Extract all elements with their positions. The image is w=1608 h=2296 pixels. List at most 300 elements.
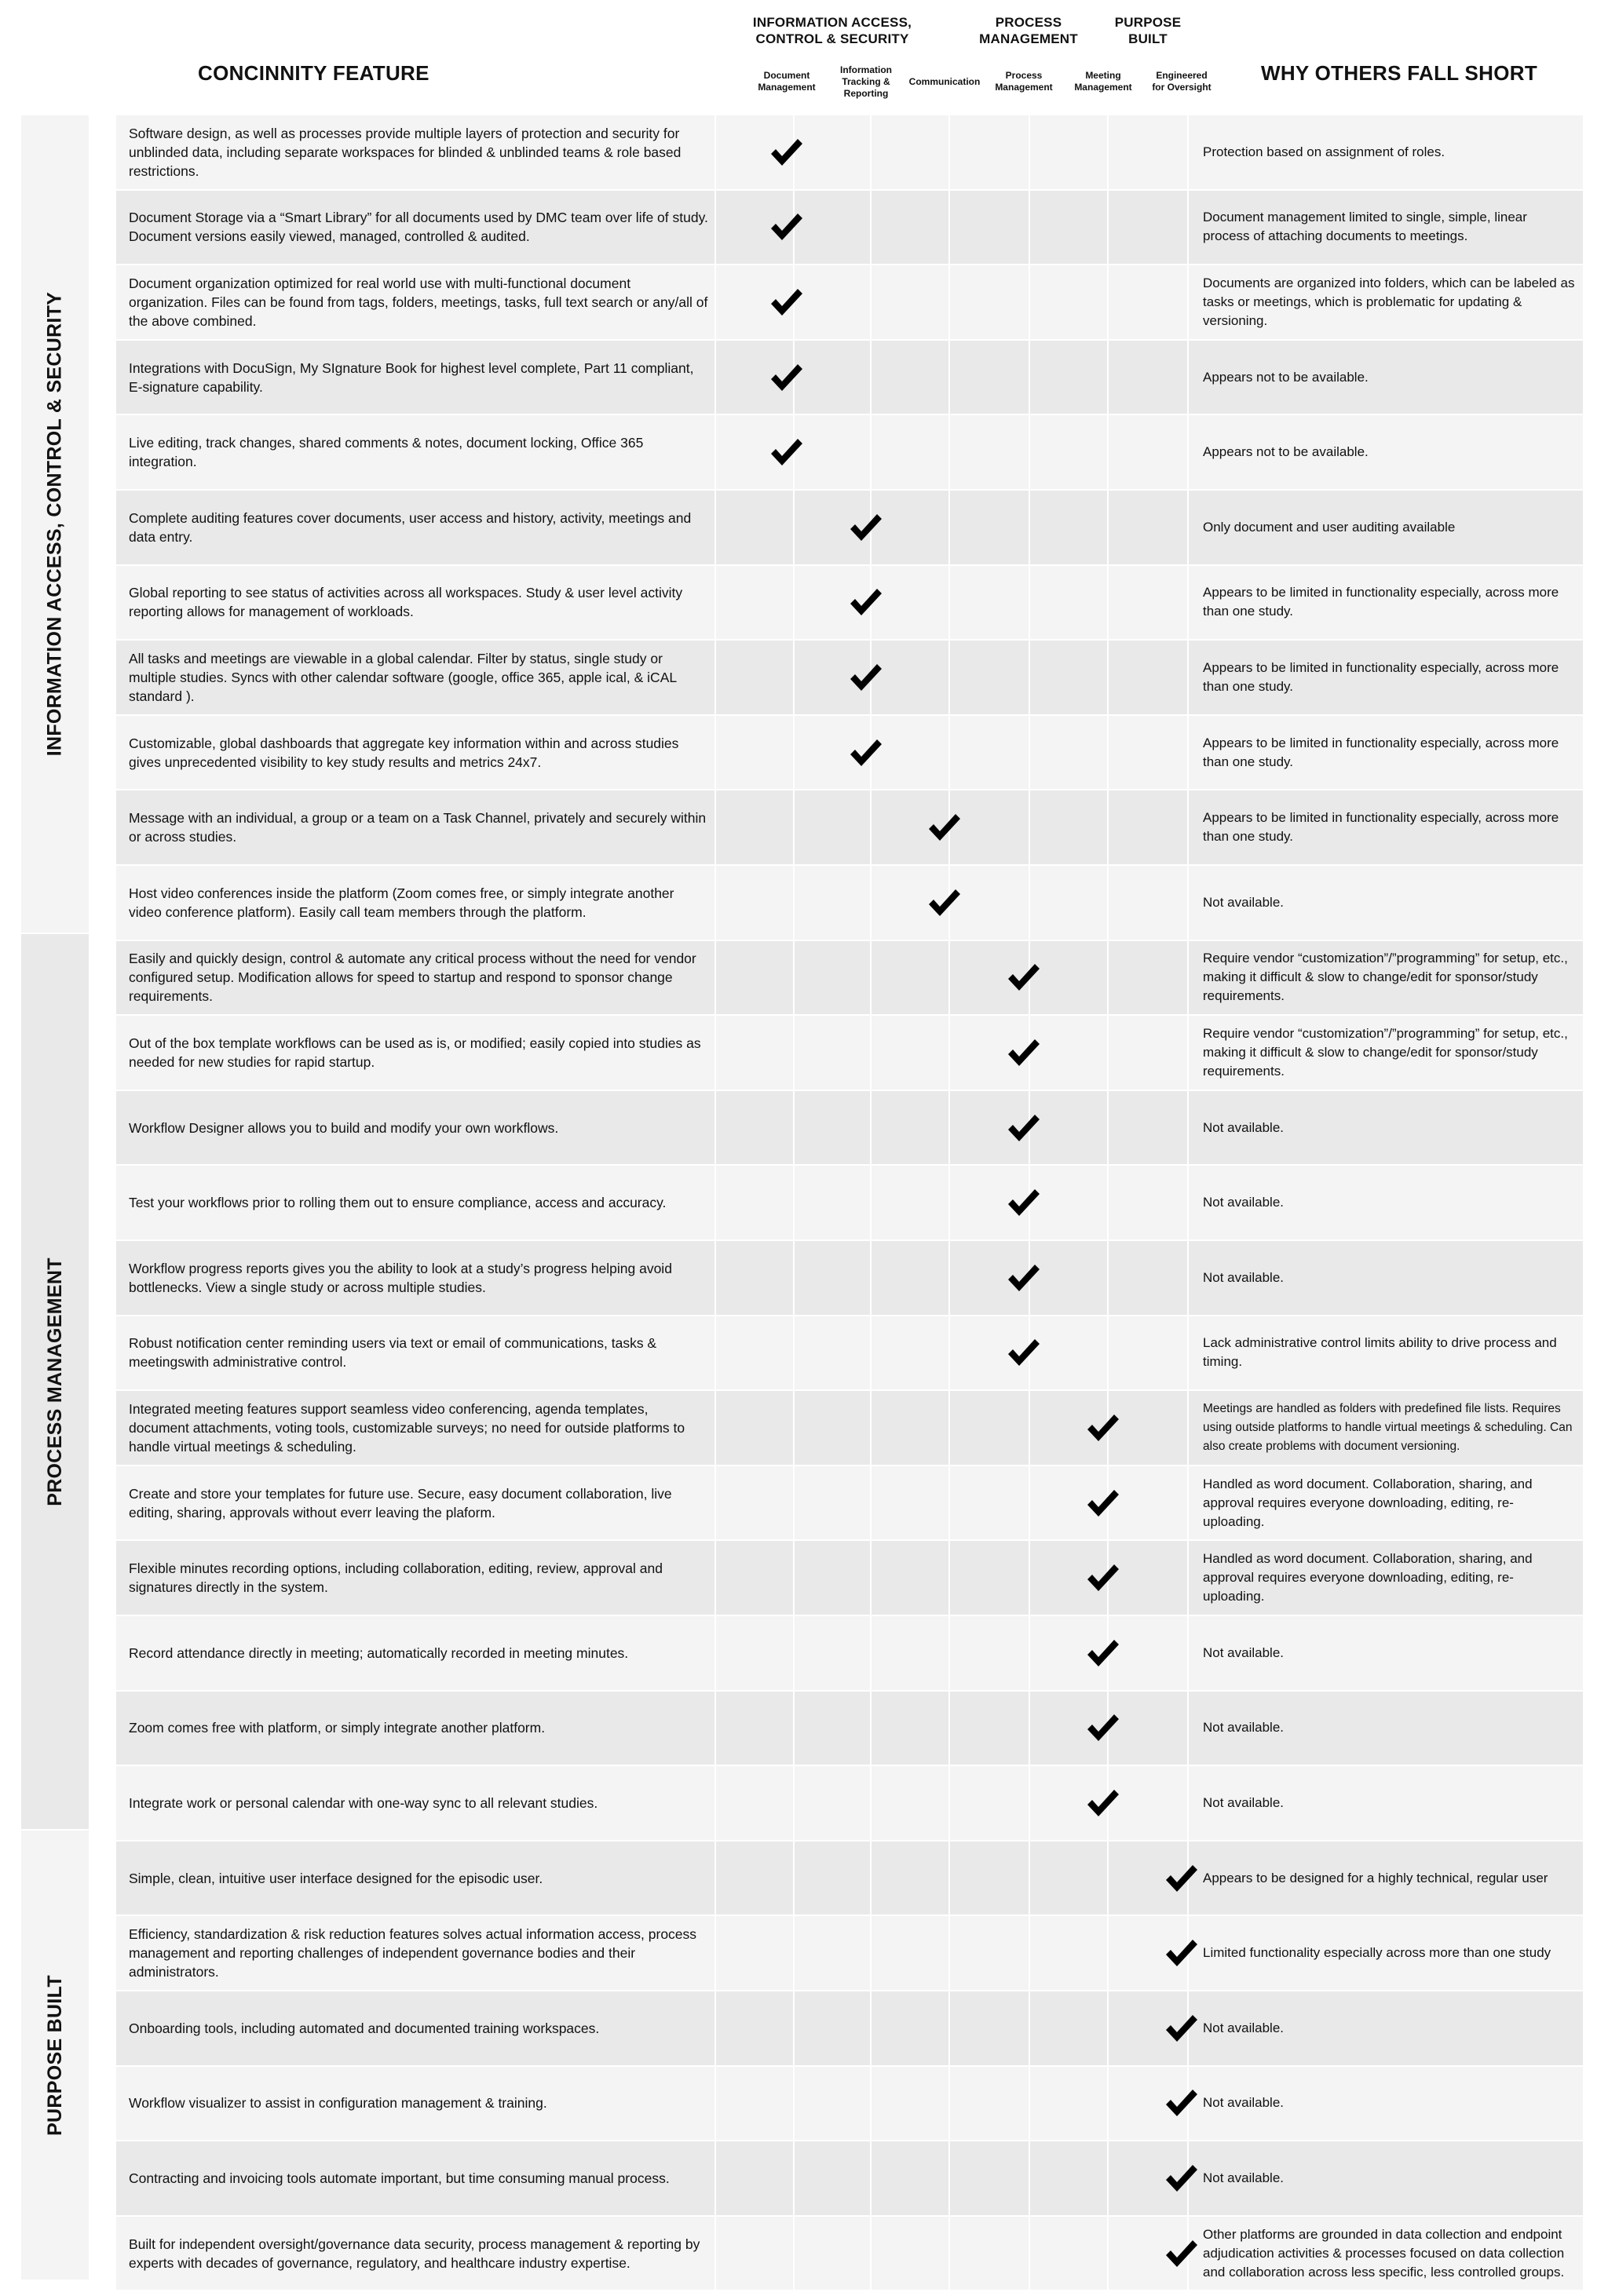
column-divider	[870, 1391, 872, 1465]
why-others-fall-short-text: Meetings are handled as folders with predefined file lists. Requires using outside platforms to handle virtual meetings & scheduling. Can also create problems with document versioning.	[1203, 1401, 1573, 1453]
check-icon	[1085, 1562, 1121, 1593]
feature-text: Onboarding tools, including automated and documented training workspaces.	[129, 2020, 600, 2036]
column-header-line: Process	[1005, 70, 1043, 81]
column-header-5	[1141, 60, 1222, 104]
column-divider	[793, 866, 795, 940]
column-divider	[948, 1842, 950, 1915]
feature-text: Record attendance directly in meeting; automatically recorded in meeting minutes.	[129, 1644, 629, 1661]
column-divider	[714, 1616, 716, 1690]
feature-text: Integrations with DocuSign, My SIgnature Book for highest level complete, Part 11 compliant, E-signature capability.	[129, 360, 694, 395]
column-divider	[1187, 115, 1189, 189]
header-group-information-access	[714, 14, 950, 47]
column-divider	[948, 1091, 950, 1165]
column-divider	[870, 1916, 872, 1990]
column-divider	[1029, 1616, 1030, 1690]
column-divider	[1187, 1766, 1189, 1840]
table-row	[116, 1916, 1583, 1990]
why-others-fall-short-text: Document management limited to single, simple, linear process of attaching documents to meetings.	[1203, 210, 1527, 244]
column-divider	[793, 1541, 795, 1615]
column-divider	[948, 1916, 950, 1990]
check-icon	[1085, 1637, 1121, 1669]
feature-text: Built for independent oversight/governance data security, process management & reporting by experts with decades of governance, regulatory, and healthcare industry expertise.	[129, 2236, 700, 2271]
column-divider	[870, 790, 872, 864]
table-row	[116, 2141, 1583, 2215]
column-header-4	[1062, 60, 1144, 104]
column-divider	[714, 1391, 716, 1465]
column-divider	[714, 191, 716, 265]
feature-text: Zoom comes free with platform, or simply integrate another platform.	[129, 1720, 546, 1736]
column-divider	[793, 1391, 795, 1465]
why-others-fall-short-text: Appears to be limited in functionality especially, across more than one study.	[1203, 659, 1559, 694]
table-row	[116, 1166, 1583, 1239]
column-divider	[1187, 1316, 1189, 1390]
column-header-line: Tracking &	[842, 75, 890, 87]
column-divider	[1187, 341, 1189, 414]
column-divider	[793, 941, 795, 1015]
why-others-fall-short-text: Appears to be limited in functionality especially, across more than one study.	[1203, 735, 1559, 769]
feature-text: Workflow Designer allows you to build and modify your own workflows.	[129, 1119, 559, 1136]
column-divider	[1107, 1916, 1109, 1990]
column-divider	[1029, 1991, 1030, 2065]
column-divider	[1107, 941, 1109, 1015]
column-divider	[870, 941, 872, 1015]
column-divider	[1107, 1991, 1109, 2065]
why-others-fall-short-text: Not available.	[1203, 1794, 1285, 1810]
column-divider	[793, 1466, 795, 1540]
why-others-fall-short-text: Appears to be limited in functionality especially, across more than one study.	[1203, 585, 1559, 619]
feature-text: Flexible minutes recording options, including collaboration, editing, review, approval and signatures directly in the system.	[129, 1560, 663, 1596]
column-divider	[714, 1991, 716, 2065]
column-divider	[1029, 341, 1030, 414]
table-row	[116, 265, 1583, 339]
table-row	[116, 1616, 1583, 1690]
column-divider	[948, 641, 950, 714]
column-divider	[870, 191, 872, 265]
column-divider	[1029, 1916, 1030, 1990]
column-divider	[793, 1692, 795, 1765]
why-others-fall-short-text: Not available.	[1203, 1644, 1285, 1660]
table-row	[116, 790, 1583, 864]
feature-column-title: CONCINNITY FEATURE	[198, 61, 429, 85]
check-icon	[1006, 962, 1042, 993]
feature-text: Document organization optimized for real world use with multi-functional document organization. Files can be found from tags, folders, meetings, tasks, full text search or any/all of the above combined.	[129, 275, 708, 329]
why-column-title: WHY OTHERS FALL SHORT	[1261, 61, 1538, 85]
column-divider	[714, 641, 716, 714]
column-divider	[793, 1166, 795, 1239]
table-row	[116, 1391, 1583, 1465]
column-divider	[948, 2067, 950, 2141]
column-divider	[1029, 2141, 1030, 2215]
column-divider	[1029, 415, 1030, 489]
table-row	[116, 191, 1583, 265]
check-icon	[926, 887, 963, 918]
column-divider	[1187, 790, 1189, 864]
column-divider	[793, 2067, 795, 2141]
column-divider	[870, 2067, 872, 2141]
table-row	[116, 115, 1583, 189]
column-divider	[948, 2141, 950, 2215]
table-row	[116, 941, 1583, 1015]
column-divider	[948, 1766, 950, 1840]
feature-text: Create and store your templates for future use. Secure, easy document collaboration, live editing, sharing, approvals without everr leaving the plaform.	[129, 1485, 672, 1520]
column-divider	[793, 566, 795, 640]
header-group-process-management	[950, 14, 1107, 47]
why-others-fall-short-text: Documents are organized into folders, which can be labeled as tasks or meetings, which is problematic for updating & versioning.	[1203, 275, 1575, 328]
column-divider	[948, 115, 950, 189]
column-divider	[714, 2141, 716, 2215]
check-icon	[1006, 1262, 1042, 1294]
column-divider	[1029, 641, 1030, 714]
feature-text: Test your workflows prior to rolling them out to ensure compliance, access and accuracy.	[129, 1195, 667, 1211]
why-others-fall-short-text: Lack administrative control limits ability to drive process and timing.	[1203, 1335, 1557, 1370]
why-others-fall-short-text: Limited functionality especially across more than one study	[1203, 1945, 1551, 1961]
column-divider	[870, 1091, 872, 1165]
check-icon	[1006, 1112, 1042, 1144]
column-divider	[793, 1991, 795, 2065]
feature-text: Host video conferences inside the platform (Zoom comes free, or simply integrate another video conference platform). Easily call team members through the platform.	[129, 885, 674, 920]
section-label-process-management	[21, 934, 89, 1829]
column-divider	[1187, 1016, 1189, 1090]
table-row	[116, 1842, 1583, 1915]
column-divider	[793, 1766, 795, 1840]
column-divider	[948, 491, 950, 564]
column-divider	[793, 1842, 795, 1915]
why-others-fall-short-text: Require vendor “customization”/”programming” for setup, etc., making it difficult & slow to change/edit for sponsor/study requirements.	[1203, 1025, 1568, 1079]
check-icon	[769, 137, 805, 168]
why-others-fall-short-text: Appears to be designed for a highly technical, regular user	[1203, 1870, 1548, 1885]
check-icon	[1006, 1337, 1042, 1368]
column-divider	[1187, 941, 1189, 1015]
column-divider	[1107, 1316, 1109, 1390]
column-divider	[948, 566, 950, 640]
column-divider	[793, 1091, 795, 1165]
header-group-line: BUILT	[1128, 31, 1168, 46]
check-icon	[848, 512, 884, 543]
column-divider	[1187, 1091, 1189, 1165]
column-divider	[1187, 1166, 1189, 1239]
column-divider	[1029, 115, 1030, 189]
check-icon	[1085, 1712, 1121, 1743]
table-row	[116, 1766, 1583, 1840]
column-divider	[948, 341, 950, 414]
column-divider	[1187, 265, 1189, 339]
column-divider	[948, 1541, 950, 1615]
column-divider	[1107, 566, 1109, 640]
why-others-fall-short-text: Only document and user auditing available	[1203, 519, 1456, 535]
column-divider	[1107, 1241, 1109, 1315]
check-icon	[769, 436, 805, 468]
column-divider	[793, 1016, 795, 1090]
feature-text: Customizable, global dashboards that aggregate key information within and across studies gives unprecedented visibility to key study results and metrics 24x7.	[129, 735, 679, 770]
column-divider	[1107, 2067, 1109, 2141]
column-divider	[714, 1166, 716, 1239]
why-others-fall-short-text: Not available.	[1203, 1195, 1285, 1210]
why-others-fall-short-text: Not available.	[1203, 1720, 1285, 1736]
table-row	[116, 716, 1583, 790]
column-divider	[714, 566, 716, 640]
column-divider	[793, 1616, 795, 1690]
feature-text: Software design, as well as processes provide multiple layers of protection and security for unblinded data, including separate workspaces for blinded & unblinded teams & role based restrictions.	[129, 125, 682, 179]
column-header-line: Engineered	[1156, 70, 1208, 81]
feature-text: Out of the box template workflows can be used as is, or modified; easily copied into studies as needed for new studies for rapid startup.	[129, 1035, 701, 1070]
why-others-fall-short-text: Not available.	[1203, 894, 1285, 910]
column-divider	[793, 716, 795, 790]
column-divider	[714, 1016, 716, 1090]
column-divider	[870, 1466, 872, 1540]
check-icon	[848, 662, 884, 693]
column-divider	[714, 1766, 716, 1840]
column-divider	[948, 265, 950, 339]
column-divider	[1107, 716, 1109, 790]
column-divider	[714, 415, 716, 489]
table-row	[116, 1541, 1583, 1615]
table-row	[116, 491, 1583, 564]
column-divider	[948, 1316, 950, 1390]
column-header-line: Information	[840, 64, 892, 75]
feature-text: Workflow visualizer to assist in configuration management & training.	[129, 2095, 547, 2112]
feature-text: Global reporting to see status of activities across all workspaces. Study & user level activity reporting allows for management of workloads.	[129, 585, 683, 620]
why-others-fall-short-text: Require vendor “customization”/”programming” for setup, etc., making it difficult & slow to change/edit for sponsor/study requirements.	[1203, 951, 1568, 1004]
feature-text: Contracting and invoicing tools automate important, but time consuming manual process.	[129, 2170, 670, 2186]
column-divider	[1107, 1091, 1109, 1165]
feature-text: Message with an individual, a group or a team on a Task Channel, privately and securely within or across studies.	[129, 810, 707, 845]
column-divider	[1107, 790, 1109, 864]
column-divider	[870, 2141, 872, 2215]
column-divider	[793, 2217, 795, 2291]
column-divider	[1187, 191, 1189, 265]
header-group-line: INFORMATION ACCESS,	[752, 15, 912, 30]
why-others-fall-short-text: Not available.	[1203, 2020, 1285, 2035]
column-divider	[1029, 1766, 1030, 1840]
column-divider	[1029, 2217, 1030, 2291]
feature-text: Live editing, track changes, shared comments & notes, document locking, Office 365 integration.	[129, 435, 644, 470]
why-others-fall-short-text: Appears not to be available.	[1203, 444, 1369, 460]
why-others-fall-short-text: Not available.	[1203, 2095, 1285, 2111]
column-divider	[1029, 1466, 1030, 1540]
section-label-purpose-built	[21, 1831, 89, 2280]
column-divider	[1029, 1391, 1030, 1465]
column-divider	[793, 491, 795, 564]
check-icon	[769, 362, 805, 393]
column-divider	[1107, 866, 1109, 940]
check-icon	[769, 211, 805, 243]
column-divider	[793, 1916, 795, 1990]
column-divider	[1107, 415, 1109, 489]
column-divider	[948, 1391, 950, 1465]
column-divider	[1107, 491, 1109, 564]
column-divider	[1107, 191, 1109, 265]
why-others-fall-short-text: Not available.	[1203, 1119, 1285, 1135]
column-divider	[948, 415, 950, 489]
column-divider	[1107, 265, 1109, 339]
header-group-line: MANAGEMENT	[979, 31, 1078, 46]
column-divider	[870, 1166, 872, 1239]
why-others-fall-short-text: Not available.	[1203, 1269, 1285, 1285]
table-row	[116, 566, 1583, 640]
column-divider	[870, 2217, 872, 2291]
feature-text: Integrate work or personal calendar with one-way sync to all relevant studies.	[129, 1794, 598, 1811]
column-divider	[793, 1316, 795, 1390]
header-group-line: PROCESS	[995, 15, 1062, 30]
why-others-fall-short-text: Appears not to be available.	[1203, 369, 1369, 385]
column-divider	[870, 341, 872, 414]
column-divider	[948, 1016, 950, 1090]
column-divider	[714, 1842, 716, 1915]
check-icon	[769, 287, 805, 318]
column-header-line: Reporting	[843, 87, 889, 99]
column-divider	[1187, 1241, 1189, 1315]
column-divider	[870, 115, 872, 189]
column-divider	[1029, 2067, 1030, 2141]
feature-text: Efficiency, standardization & risk reduction features solves actual information access, process management and reporting challenges of independent governance bodies and their administrators.	[129, 1926, 697, 1980]
column-divider	[793, 641, 795, 714]
feature-text: Robust notification center reminding users via text or email of communications, tasks & meetingswith administrative control.	[129, 1335, 657, 1371]
check-icon	[1006, 1037, 1042, 1068]
feature-text: Complete auditing features cover documents, user access and history, activity, meetings and data entry.	[129, 509, 692, 545]
column-divider	[948, 191, 950, 265]
feature-text: Simple, clean, intuitive user interface designed for the episodic user.	[129, 1870, 543, 1886]
column-divider	[948, 1692, 950, 1765]
column-divider	[1187, 1616, 1189, 1690]
column-divider	[714, 866, 716, 940]
column-divider	[1187, 1466, 1189, 1540]
column-divider	[793, 2141, 795, 2215]
column-divider	[714, 1091, 716, 1165]
column-divider	[1029, 1842, 1030, 1915]
column-divider	[1107, 641, 1109, 714]
column-header-line: Management	[995, 82, 1053, 93]
column-divider	[1187, 716, 1189, 790]
column-divider	[714, 1692, 716, 1765]
column-divider	[1187, 1541, 1189, 1615]
column-divider	[870, 1541, 872, 1615]
column-divider	[714, 115, 716, 189]
table-row	[116, 1091, 1583, 1165]
column-divider	[1107, 115, 1109, 189]
column-divider	[870, 1241, 872, 1315]
column-divider	[1187, 1692, 1189, 1765]
column-divider	[1029, 1692, 1030, 1765]
column-divider	[714, 265, 716, 339]
check-icon	[848, 737, 884, 768]
column-divider	[870, 1016, 872, 1090]
table-row	[116, 1991, 1583, 2065]
why-others-fall-short-text: Handled as word document. Collaboration, sharing, and approval requires everyone downloading, editing, re-uploading.	[1203, 1476, 1533, 1529]
column-divider	[714, 1916, 716, 1990]
header-group-purpose-built	[1109, 14, 1187, 47]
column-divider	[1107, 1842, 1109, 1915]
check-icon	[1006, 1187, 1042, 1218]
table-row	[116, 866, 1583, 940]
table-row	[116, 1241, 1583, 1315]
check-icon	[926, 812, 963, 843]
column-header-line: for Oversight	[1152, 82, 1211, 93]
column-divider	[714, 790, 716, 864]
column-divider	[1187, 566, 1189, 640]
table-row	[116, 341, 1583, 414]
column-divider	[1029, 491, 1030, 564]
column-header-line: Communication	[908, 75, 981, 87]
column-divider	[714, 1241, 716, 1315]
why-others-fall-short-text: Handled as word document. Collaboration, sharing, and approval requires everyone downloading, editing, re-uploading.	[1203, 1551, 1533, 1604]
column-divider	[1029, 265, 1030, 339]
column-divider	[948, 2217, 950, 2291]
column-divider	[870, 1316, 872, 1390]
table-row	[116, 415, 1583, 489]
feature-text: Document Storage via a “Smart Library” for all documents used by DMC team over life of study. Document versions easily viewed, managed, controlled & audited.	[129, 210, 708, 245]
why-others-fall-short-text: Other platforms are grounded in data collection and endpoint adjudication activities & processes focused on data collection and collaboration across less specific, less controlled groups.	[1203, 2226, 1565, 2280]
column-divider	[870, 866, 872, 940]
table-row	[116, 1316, 1583, 1390]
column-divider	[1029, 1541, 1030, 1615]
column-divider	[870, 1616, 872, 1690]
column-divider	[793, 1241, 795, 1315]
column-header-line: Document	[763, 70, 810, 81]
column-divider	[714, 1541, 716, 1615]
check-icon	[1085, 1787, 1121, 1819]
column-divider	[714, 2067, 716, 2141]
table-row	[116, 641, 1583, 714]
column-divider	[714, 941, 716, 1015]
column-divider	[948, 716, 950, 790]
section-label-text: PROCESS MANAGEMENT	[43, 1257, 66, 1506]
column-divider	[1187, 1391, 1189, 1465]
check-icon	[1085, 1487, 1121, 1519]
column-divider	[870, 415, 872, 489]
header-group-line: PURPOSE	[1114, 15, 1182, 30]
column-divider	[1187, 641, 1189, 714]
column-divider	[1107, 341, 1109, 414]
column-header-line: Meeting	[1085, 70, 1121, 81]
table-row	[116, 1466, 1583, 1540]
table-row	[116, 2217, 1583, 2291]
feature-text: Easily and quickly design, control & automate any critical process without the need for vendor configured setup. Modification allows for speed to startup and respond to sponsor change requirements.	[129, 951, 696, 1005]
column-header-2	[904, 60, 985, 104]
column-divider	[1187, 415, 1189, 489]
table-row	[116, 1016, 1583, 1090]
section-label-text: PURPOSE BUILT	[43, 1974, 66, 2136]
why-others-fall-short-text: Protection based on assignment of roles.	[1203, 144, 1445, 159]
check-icon	[1085, 1412, 1121, 1444]
column-divider	[870, 265, 872, 339]
column-divider	[1107, 1166, 1109, 1239]
column-header-3	[983, 60, 1065, 104]
column-divider	[1187, 491, 1189, 564]
column-divider	[714, 491, 716, 564]
column-divider	[714, 2217, 716, 2291]
column-divider	[870, 1991, 872, 2065]
column-divider	[1107, 1016, 1109, 1090]
column-divider	[870, 1842, 872, 1915]
column-divider	[714, 1316, 716, 1390]
column-divider	[1107, 2141, 1109, 2215]
table-row	[116, 1692, 1583, 1765]
column-header-0	[746, 60, 828, 104]
column-divider	[1187, 866, 1189, 940]
column-divider	[948, 1991, 950, 2065]
column-divider	[870, 1766, 872, 1840]
column-divider	[948, 1241, 950, 1315]
column-header-line: Management	[1074, 82, 1132, 93]
column-header-line: Management	[758, 82, 816, 93]
feature-text: All tasks and meetings are viewable in a global calendar. Filter by status, single study or multiple studies. Syncs with other calendar software (google, office 365, apple ical, & iCAL standard ).	[129, 650, 677, 704]
column-divider	[714, 1466, 716, 1540]
column-divider	[948, 1616, 950, 1690]
section-label-text: INFORMATION ACCESS, CONTROL & SECURITY	[43, 291, 66, 757]
column-divider	[1029, 566, 1030, 640]
column-header-1	[825, 60, 907, 104]
column-divider	[793, 790, 795, 864]
